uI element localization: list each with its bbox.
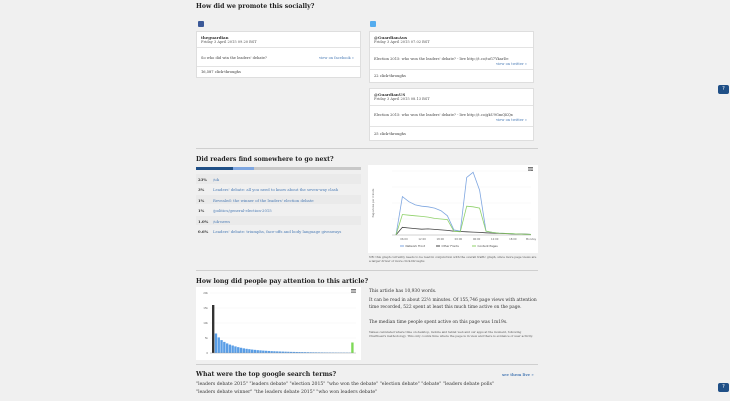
y-tick-label: 0 bbox=[206, 352, 208, 355]
attention-word-count: This article has 10,930 words. bbox=[369, 289, 437, 294]
histogram-bar bbox=[231, 346, 233, 354]
search-terms-line-2: "leaders debate winner" "the leaders debate 2015" "who won leaders debate" bbox=[196, 390, 378, 395]
view-on-twitter-link[interactable]: view on twitter » bbox=[496, 62, 527, 66]
attention-chart bbox=[196, 287, 361, 360]
twitter-clicks: 25 click-throughs bbox=[374, 132, 406, 136]
x-tick-label: 18:00 bbox=[509, 238, 517, 241]
section-divider bbox=[196, 270, 538, 271]
twitter-post-card bbox=[369, 88, 534, 141]
menu-icon bbox=[351, 289, 356, 290]
histogram-bar bbox=[212, 305, 214, 353]
divider bbox=[197, 66, 360, 67]
divider bbox=[197, 47, 360, 48]
histogram-bar bbox=[234, 346, 236, 353]
histogram-bar bbox=[218, 337, 220, 353]
x-tick-label: 06:00 bbox=[400, 238, 408, 241]
twitter-message: Election 2015: who won the leaders' debate? - live http://t.co/tuG7YkarDe bbox=[374, 57, 509, 61]
twitter-account: @GuardianAus bbox=[374, 35, 408, 40]
referral-row bbox=[196, 195, 361, 205]
referral-link[interactable]: /uk-news bbox=[213, 218, 231, 224]
traffic-chart-svg bbox=[368, 165, 538, 253]
menu-icon bbox=[528, 169, 533, 170]
next-heading: Did readers find somewhere to go next? bbox=[196, 156, 334, 163]
attention-footnote: Values calculated where time on desktop, mobile and tablet web and our apps at the moment, following Chartbeat's methodology. This only counts time where the page is in view and there is evidence of user activity. bbox=[369, 330, 533, 338]
referral-bar-main bbox=[196, 167, 233, 170]
histogram-bar bbox=[259, 350, 261, 353]
twitter-account: @GuardianUS bbox=[374, 92, 406, 97]
referral-link[interactable]: /politics/general-election-2015 bbox=[213, 208, 272, 214]
histogram-bar bbox=[265, 351, 267, 353]
twitter-time: Friday 3 April 2015 08.13 BST bbox=[374, 97, 430, 101]
twitter-time: Friday 3 April 2015 07.02 BST bbox=[374, 40, 430, 44]
traffic-chart bbox=[368, 165, 538, 253]
referral-link[interactable]: /uk bbox=[213, 177, 220, 182]
attention-heading: How long did people pay attention to this article? bbox=[196, 278, 369, 285]
referral-row bbox=[196, 205, 361, 215]
histogram-bar bbox=[237, 347, 239, 353]
y-tick-label: 15k bbox=[203, 307, 208, 310]
menu-icon bbox=[528, 167, 533, 168]
view-on-twitter-link[interactable]: view on twitter » bbox=[496, 118, 527, 122]
referral-percent: 23% bbox=[198, 177, 207, 182]
page-content bbox=[196, 0, 538, 401]
section-divider bbox=[196, 364, 538, 365]
referral-row bbox=[196, 174, 361, 184]
social-heading: How did we promote this socially? bbox=[196, 3, 315, 10]
facebook-time: Friday 3 April 2015 09.20 BST bbox=[201, 40, 257, 44]
histogram-bar bbox=[220, 340, 222, 353]
help-button[interactable]: ? bbox=[718, 85, 729, 94]
histogram-bar bbox=[262, 351, 264, 353]
histogram-bar bbox=[276, 351, 278, 353]
x-tick-label: 12:00 bbox=[490, 238, 499, 241]
traffic-footnote: NB: this graph currently needs to be read in conjunction with the overall traffic graph, since more page views are a larger driver of more click-throughs bbox=[369, 255, 537, 263]
twitter-icon bbox=[370, 21, 376, 27]
referral-percent: 3% bbox=[198, 187, 205, 193]
divider bbox=[370, 47, 533, 48]
referral-percent: 1.0% bbox=[198, 218, 209, 224]
facebook-account: theguardian bbox=[201, 35, 229, 40]
section-divider bbox=[196, 148, 538, 149]
series-line bbox=[396, 206, 531, 235]
x-tick-label: 00:00 bbox=[454, 238, 463, 241]
view-on-facebook-link[interactable]: view on facebook » bbox=[319, 56, 354, 60]
attention-median: The median time people spent active on this page was 1m19s. bbox=[369, 320, 508, 325]
histogram-bar bbox=[270, 351, 272, 353]
facebook-clicks: 16,587 click-throughs bbox=[201, 70, 241, 74]
facebook-message: So who did win the leaders' debate? bbox=[201, 56, 267, 60]
referral-bar-rest bbox=[254, 167, 361, 170]
x-tick-label: Monday bbox=[525, 238, 537, 241]
divider bbox=[370, 69, 533, 70]
histogram-bar bbox=[215, 334, 217, 354]
referral-row bbox=[196, 216, 361, 226]
legend-label: Network Front bbox=[405, 244, 426, 248]
histogram-bar bbox=[229, 345, 231, 353]
attention-chart-svg bbox=[196, 287, 361, 360]
help-button[interactable]: ? bbox=[718, 383, 729, 392]
y-axis-label: Pageviews per minute bbox=[372, 188, 375, 218]
referral-link[interactable]: Revealed: the winner of the leaders' election debate bbox=[213, 197, 314, 203]
twitter-clicks: 22 click-throughs bbox=[374, 74, 406, 78]
histogram-bar bbox=[251, 350, 253, 353]
twitter-post-card bbox=[369, 31, 534, 83]
referral-row bbox=[196, 184, 361, 194]
legend-label: Other Fronts bbox=[441, 244, 459, 248]
see-them-live-link[interactable]: see them live » bbox=[502, 372, 534, 377]
histogram-bar bbox=[243, 348, 245, 353]
referral-bar-secondary bbox=[233, 167, 254, 170]
histogram-bar bbox=[257, 350, 259, 353]
referral-link[interactable]: Leaders' debate: triumphs, face-offs and body language giveaways bbox=[213, 229, 342, 234]
attention-read-time: It can be read in about 22½ minutes. Of 155,746 page views with attention time recorded, 522 spent at least this much time active on the page. bbox=[369, 298, 537, 310]
histogram-bar bbox=[273, 351, 275, 353]
menu-icon bbox=[351, 291, 356, 292]
facebook-post-card bbox=[196, 31, 361, 78]
histogram-bar bbox=[268, 351, 270, 353]
divider bbox=[370, 105, 533, 106]
facebook-icon bbox=[198, 21, 204, 27]
histogram-bar bbox=[248, 349, 250, 353]
y-tick-label: 20k bbox=[203, 292, 208, 295]
y-tick-label: 5k bbox=[204, 337, 208, 340]
histogram-bar bbox=[254, 350, 256, 353]
histogram-bar bbox=[351, 343, 353, 354]
histogram-bar bbox=[226, 343, 228, 353]
histogram-bar bbox=[245, 349, 247, 353]
histogram-bar bbox=[240, 348, 242, 353]
histogram-bar bbox=[282, 352, 284, 353]
x-tick-label: 12:00 bbox=[418, 238, 426, 241]
x-tick-label: 18:00 bbox=[436, 238, 445, 241]
search-terms-line-1: "leaders debate 2015" "leaders debate" "election 2015" "who won the debate" "election debate" "debate" "leaders debate polls" bbox=[196, 382, 495, 387]
series-line bbox=[396, 172, 531, 235]
referral-row bbox=[196, 226, 361, 236]
referral-percent: 1% bbox=[198, 208, 205, 214]
y-tick-label: 10k bbox=[203, 322, 208, 325]
twitter-message: Election 2015: who won the leaders' debate? - live http://t.co/gkU9GmQKQx bbox=[374, 113, 513, 117]
referral-percent: 0.6% bbox=[198, 229, 209, 234]
referral-percent: 1% bbox=[198, 197, 205, 203]
legend-label: Content Pages bbox=[477, 244, 498, 248]
histogram-bar bbox=[279, 352, 281, 354]
histogram-bar bbox=[223, 342, 225, 353]
divider bbox=[370, 126, 533, 127]
x-tick-label: 06:00 bbox=[472, 238, 481, 241]
referral-link[interactable]: Leaders' debate: all you need to know about the seven-way clash bbox=[213, 187, 339, 193]
search-heading: What were the top google search terms? bbox=[196, 371, 337, 378]
